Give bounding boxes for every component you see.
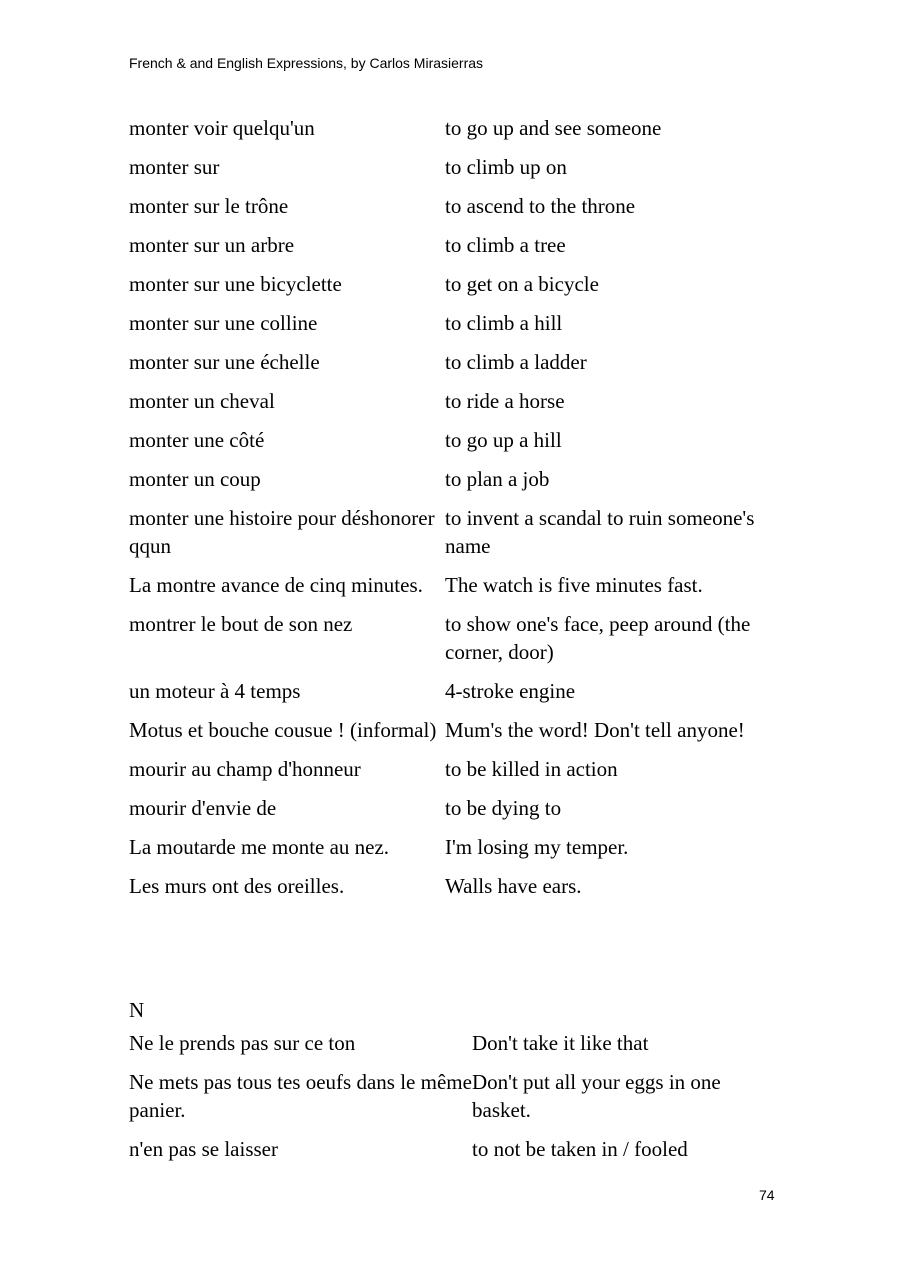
- french-expression: monter sur une échelle: [129, 350, 320, 374]
- french-expression: Motus et bouche cousue ! (informal): [129, 718, 437, 742]
- english-translation: to be dying to: [445, 796, 562, 820]
- english-translation: to climb a hill: [445, 311, 563, 335]
- english-translation: to ascend to the throne: [445, 194, 636, 218]
- english-translation: to be killed in action: [445, 757, 618, 781]
- english-translation: to invent a scandal to ruin someone's name: [445, 506, 755, 558]
- expressions-table-m: [129, 114, 775, 911]
- running-header: French & and English Expressions, by Carlos Mirasierras: [129, 55, 484, 71]
- english-translation: to get on a bicycle: [445, 272, 599, 296]
- table-row: [129, 348, 775, 387]
- french-expression: monter sur un arbre: [129, 233, 295, 257]
- table-row: [129, 231, 775, 270]
- english-translation: to climb up on: [445, 155, 567, 179]
- table-row: [129, 794, 775, 833]
- table-row: [129, 677, 775, 716]
- english-translation: to climb a ladder: [445, 350, 587, 374]
- expressions-table-n: [129, 1029, 782, 1174]
- french-expression: mourir d'envie de: [129, 796, 277, 820]
- table-row: [129, 387, 775, 426]
- table-row: [129, 192, 775, 231]
- english-translation: to show one's face, peep around (the corner, door): [445, 612, 751, 664]
- table-row: [129, 426, 775, 465]
- french-expression: monter un cheval: [129, 389, 275, 413]
- french-expression: Ne mets pas tous tes oeufs dans le même panier.: [129, 1070, 472, 1122]
- english-translation: to ride a horse: [445, 389, 565, 413]
- french-expression: Les murs ont des oreilles.: [129, 874, 345, 898]
- english-translation: to not be taken in / fooled: [472, 1137, 688, 1161]
- table-row: [129, 1135, 782, 1174]
- table-row: [129, 755, 775, 794]
- french-expression: monter sur: [129, 155, 220, 179]
- english-translation: The watch is five minutes fast.: [445, 573, 703, 597]
- english-translation: Don't put all your eggs in one basket.: [472, 1070, 721, 1122]
- english-translation: Mum's the word! Don't tell anyone!: [445, 718, 745, 742]
- table-row: [129, 833, 775, 872]
- table-row: [129, 270, 775, 309]
- english-translation: to climb a tree: [445, 233, 566, 257]
- english-translation: to go up a hill: [445, 428, 562, 452]
- french-expression: Ne le prends pas sur ce ton: [129, 1031, 356, 1055]
- french-expression: La montre avance de cinq minutes.: [129, 573, 423, 597]
- english-translation: Walls have ears.: [445, 874, 582, 898]
- table-row: [129, 504, 775, 571]
- english-translation: 4-stroke engine: [445, 679, 576, 703]
- table-row: [129, 716, 775, 755]
- english-translation: to go up and see someone: [445, 116, 662, 140]
- table-row: [129, 309, 775, 348]
- table-row: [129, 610, 775, 677]
- french-expression: La moutarde me monte au nez.: [129, 835, 390, 859]
- french-expression: mourir au champ d'honneur: [129, 757, 361, 781]
- french-expression: monter un coup: [129, 467, 261, 491]
- table-row: [129, 465, 775, 504]
- page-number: 74: [759, 1187, 775, 1203]
- english-translation: to plan a job: [445, 467, 550, 491]
- french-expression: n'en pas se laisser: [129, 1137, 278, 1161]
- french-expression: monter sur une bicyclette: [129, 272, 342, 296]
- table-row: [129, 872, 775, 911]
- english-translation: Don't take it like that: [472, 1031, 649, 1055]
- french-expression: un moteur à 4 temps: [129, 679, 301, 703]
- french-expression: monter une côté: [129, 428, 265, 452]
- french-expression: monter voir quelqu'un: [129, 116, 315, 140]
- table-row: [129, 114, 775, 153]
- english-translation: I'm losing my temper.: [445, 835, 629, 859]
- table-row: [129, 1068, 782, 1135]
- table-row: [129, 571, 775, 610]
- french-expression: monter sur une colline: [129, 311, 318, 335]
- french-expression: monter une histoire pour déshonorer qqun: [129, 506, 435, 558]
- table-row: [129, 1029, 782, 1068]
- french-expression: montrer le bout de son nez: [129, 612, 353, 636]
- table-row: [129, 153, 775, 192]
- french-expression: monter sur le trône: [129, 194, 289, 218]
- section-letter: N: [129, 998, 145, 1022]
